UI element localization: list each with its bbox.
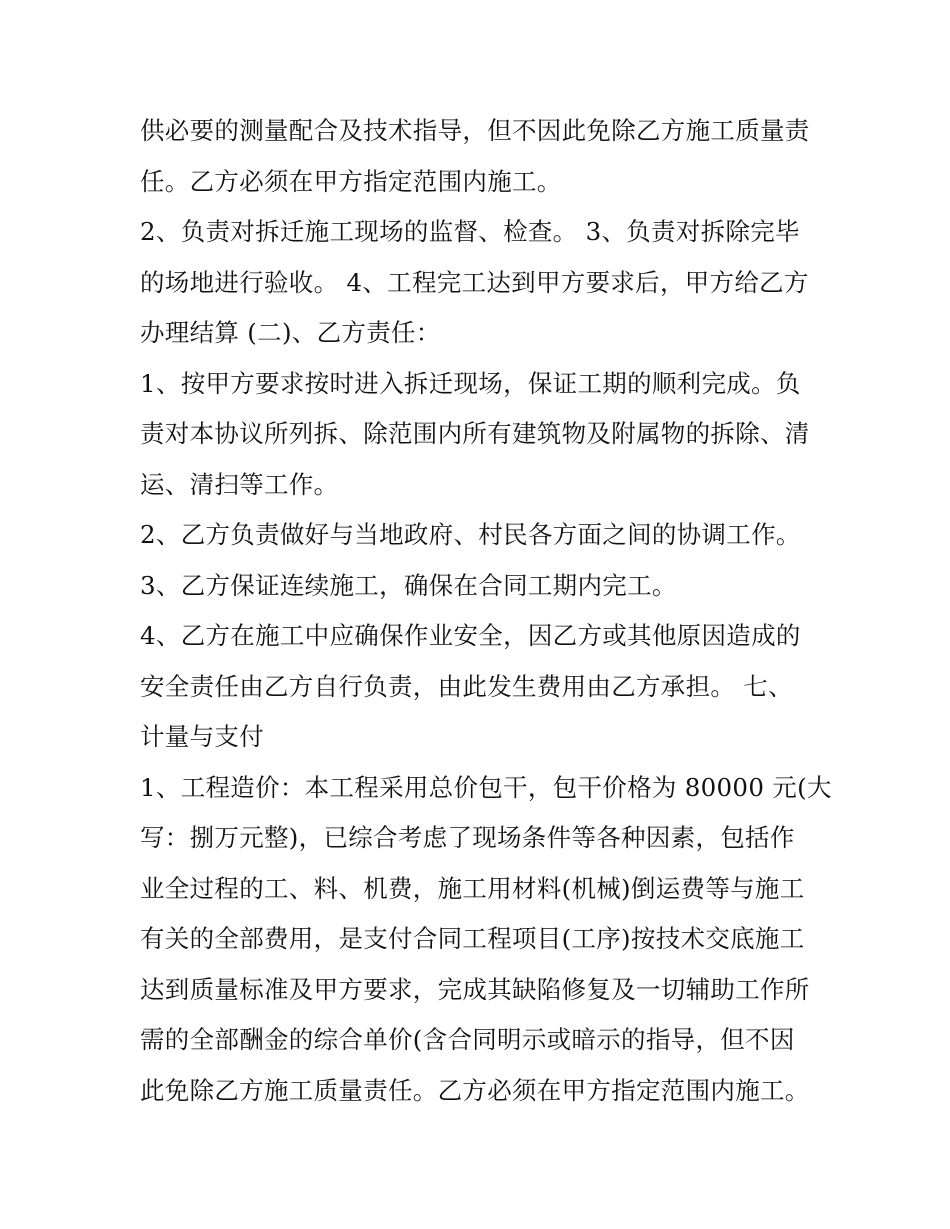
text-line: 2、负责对拆迁施工现场的监督、检查。 3、负责对拆除完毕 <box>140 217 800 246</box>
text-line: 有关的全部费用，是支付合同工程项目(工序)按技术交底施工 <box>140 924 805 953</box>
text-line: 的场地进行验收。 4、工程完工达到甲方要求后，甲方给乙方 <box>140 267 809 297</box>
text-line: 达到质量标准及甲方要求，完成其缺陷修复及一切辅助工作所 <box>140 974 810 1004</box>
text-line: 责对本协议所列拆、除范围内所有建筑物及附属物的拆除、清 <box>140 419 810 448</box>
text-line: 写：捌万元整)，已综合考虑了现场条件等各种因素，包括作 <box>140 823 795 852</box>
text-line: 任。乙方必须在甲方指定范围内施工。 <box>140 166 562 196</box>
text-line: 2、乙方负责做好与当地政府、村民各方面之间的协调工作。 <box>140 520 801 549</box>
text-line: 运、清扫等工作。 <box>140 469 339 499</box>
contract-text <box>140 106 832 1116</box>
text-line: 供必要的测量配合及技术指导，但不因此免除乙方施工质量责 <box>140 116 810 145</box>
text-line: 1、工程造价：本工程采用总价包干，包干价格为 80000 元(大 <box>140 772 832 802</box>
text-line: 业全过程的工、料、机费，施工用材料(机械)倒运费等与施工 <box>140 873 805 903</box>
text-line: 此免除乙方施工质量责任。乙方必须在甲方指定范围内施工。 <box>140 1075 810 1105</box>
text-line: 3、乙方保证连续施工，确保在合同工期内完工。 <box>140 570 677 600</box>
text-line: 办理结算 (二)、乙方责任： <box>140 318 441 347</box>
text-line: 需的全部酬金的综合单价(含合同明示或暗示的指导，但不因 <box>140 1025 795 1054</box>
text-line: 计量与支付 <box>140 722 264 751</box>
text-line: 4、乙方在施工中应确保作业安全，因乙方或其他原因造成的 <box>140 621 801 650</box>
text-line: 1、按甲方要求按时进入拆迁现场，保证工期的顺利完成。负 <box>140 368 801 398</box>
text-line: 安全责任由乙方自行负责，由此发生费用由乙方承担。 七、 <box>140 671 793 701</box>
